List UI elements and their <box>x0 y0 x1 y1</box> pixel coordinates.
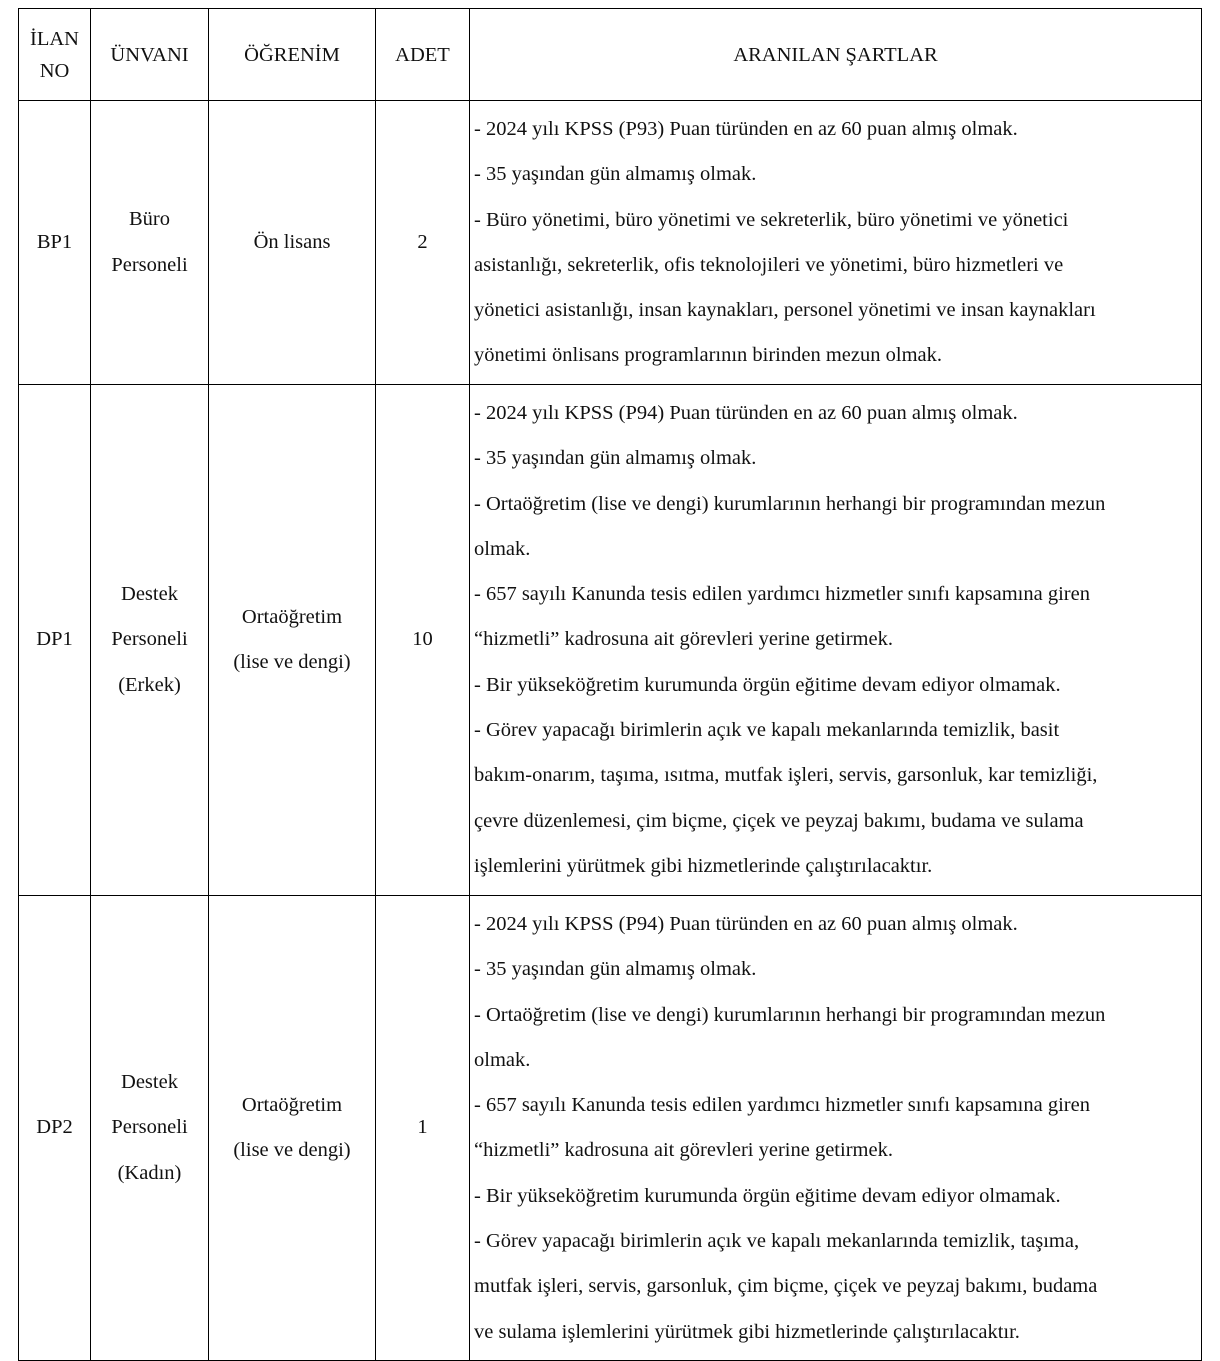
job-listings-table <box>18 8 1202 1361</box>
unvan-line: Personeli <box>111 628 188 651</box>
table-row <box>19 385 1202 896</box>
unvan-line: Destek <box>121 1070 178 1093</box>
requirement-item: - 35 yaşından gün almamış olmak. <box>474 447 757 470</box>
unvan-line: Destek <box>121 582 178 605</box>
ogrenim-line: Ortaöğretim <box>241 605 343 628</box>
cell-ilan-no: DP1 <box>19 385 91 896</box>
ogrenim-line: Ön lisans <box>253 230 331 253</box>
cell-unvan <box>91 385 209 896</box>
cell-requirements <box>470 896 1202 1361</box>
cell-ogrenim <box>209 896 376 1361</box>
header-ilan-no-line1: İLAN <box>30 27 79 50</box>
header-ilan-no-line2: NO <box>39 59 70 82</box>
requirement-item: - Ortaöğretim (lise ve dengi) kurumlarının herhangi bir programından mezun olmak. <box>474 1003 1106 1071</box>
unvan-line: Personeli <box>111 1116 188 1139</box>
header-row <box>19 9 1202 101</box>
unvan-line: Büro <box>129 208 170 230</box>
table-row <box>19 896 1202 1361</box>
cell-ilan-no: BP1 <box>19 101 91 385</box>
requirement-item: - Görev yapacağı birimlerin açık ve kapalı mekanlarında temizlik, taşıma, mutfak işleri, servis, garsonluk, çim biçme, çiçek ve peyzaj bakımı, budama ve sulama işlemlerini yürütmek gibi hizmetlerinde çalıştırılacaktır. <box>474 1230 1098 1343</box>
unvan-line: Personeli <box>111 253 188 276</box>
cell-adet: 2 <box>376 101 470 385</box>
header-unvan: ÜNVANI <box>91 9 209 101</box>
requirement-item: - 2024 yılı KPSS (P94) Puan türünden en az 60 puan almış olmak. <box>474 402 1018 424</box>
requirement-item: - 657 sayılı Kanunda tesis edilen yardımcı hizmetler sınıfı kapsamına giren “hizmetli” kadrosuna ait görevleri yerine getirmek. <box>474 583 1090 651</box>
requirement-item: - Büro yönetimi, büro yönetimi ve sekreterlik, büro yönetimi ve yönetici asistanlığı, sekreterlik, ofis teknolojileri ve yönetimi, büro hizmetleri ve yönetici asistanlığı, insan kaynakları, personel yönetimi ve insan kaynakları yönetimi önlisans programlarının birinden mezun olmak. <box>474 208 1096 367</box>
requirement-item: - 35 yaşından gün almamış olmak. <box>474 958 757 981</box>
ogrenim-line: (lise ve dengi) <box>233 651 351 673</box>
cell-requirements <box>470 385 1202 896</box>
requirement-item: - Bir yükseköğretim kurumunda örgün eğitime devam ediyor olmamak. <box>474 673 1061 696</box>
unvan-line: (Erkek) <box>118 673 181 696</box>
unvan-line: (Kadın) <box>117 1161 182 1184</box>
ogrenim-line: Ortaöğretim <box>241 1093 343 1116</box>
requirement-item: - Ortaöğretim (lise ve dengi) kurumlarının herhangi bir programından mezun olmak. <box>474 492 1106 560</box>
table-header <box>19 9 1202 101</box>
cell-ogrenim <box>209 385 376 896</box>
cell-adet: 1 <box>376 896 470 1361</box>
cell-adet: 10 <box>376 385 470 896</box>
cell-unvan <box>91 896 209 1361</box>
table-body <box>19 101 1202 1361</box>
header-adet: ADET <box>376 9 470 101</box>
requirement-item: - 35 yaşından gün almamış olmak. <box>474 163 757 186</box>
header-ilan-no <box>19 9 91 101</box>
cell-unvan <box>91 101 209 385</box>
requirement-item: - 657 sayılı Kanunda tesis edilen yardımcı hizmetler sınıfı kapsamına giren “hizmetli” kadrosuna ait görevleri yerine getirmek. <box>474 1094 1090 1162</box>
cell-ogrenim <box>209 101 376 385</box>
cell-requirements <box>470 101 1202 385</box>
requirement-item: - 2024 yılı KPSS (P94) Puan türünden en az 60 puan almış olmak. <box>474 913 1018 935</box>
cell-ilan-no: DP2 <box>19 896 91 1361</box>
header-ogrenim: ÖĞRENİM <box>209 9 376 101</box>
requirement-item: - 2024 yılı KPSS (P93) Puan türünden en az 60 puan almış olmak. <box>474 118 1018 140</box>
requirement-item: - Bir yükseköğretim kurumunda örgün eğitime devam ediyor olmamak. <box>474 1184 1061 1207</box>
header-sartlar: ARANILAN ŞARTLAR <box>470 9 1202 101</box>
table-row <box>19 101 1202 385</box>
requirement-item: - Görev yapacağı birimlerin açık ve kapalı mekanlarında temizlik, basit bakım-onarım, taşıma, ısıtma, mutfak işleri, servis, garsonluk, kar temizliği, çevre düzenlemesi, çim biçme, çiçek ve peyzaj bakımı, budama ve sulama işlemlerini yürütmek gibi hizmetlerinde çalıştırılacaktır. <box>474 719 1098 877</box>
ogrenim-line: (lise ve dengi) <box>233 1139 351 1161</box>
